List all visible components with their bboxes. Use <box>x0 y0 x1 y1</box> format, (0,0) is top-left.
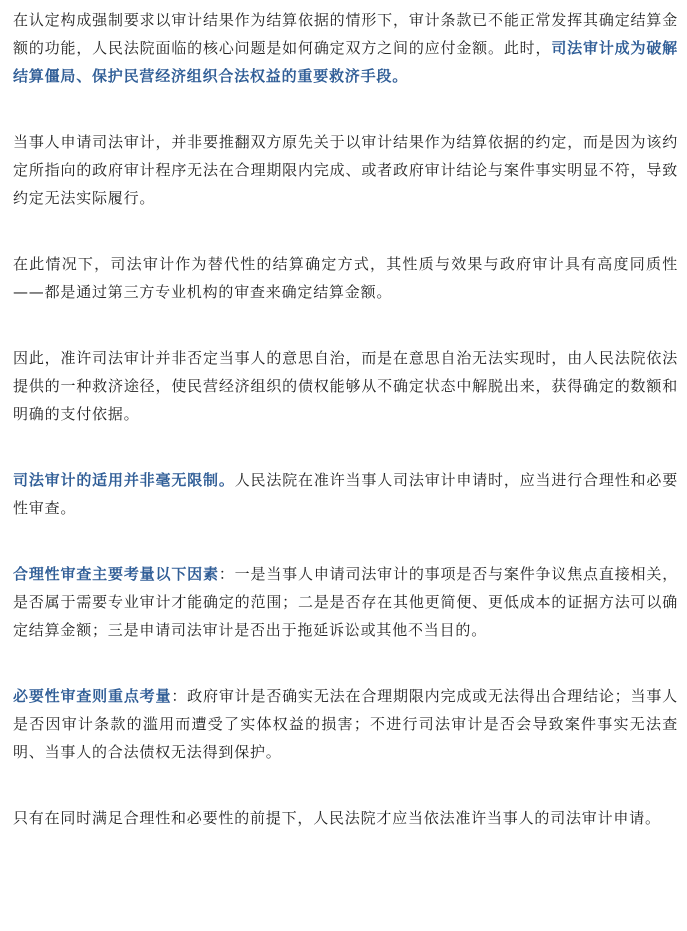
paragraph-lead: 司法审计的适用并非毫无限制。 <box>13 471 235 489</box>
paragraph-8 <box>13 804 678 832</box>
paragraph-text: ：一是当事人申请司法审计的事项是否与案件争议焦点直接相关，是否属于需要专业审计才能确定的范围；二是是否存在其他更简便、更低成本的证据方法可以确定结算金额；三是申请司法审计是否出于拖延诉讼或其他不当目的。 <box>13 565 678 639</box>
article-body <box>13 6 678 832</box>
paragraph-lead: 合理性审查主要考量以下因素 <box>13 565 219 583</box>
paragraph-2 <box>13 128 678 212</box>
paragraph-highlight: 司法审计成为破解结算僵局、保护民营经济组织合法权益的重要救济手段。 <box>13 39 678 85</box>
paragraph-text: 因此，准许司法审计并非否定当事人的意思自治，而是在意思自治无法实现时，由人民法院依法提供的一种救济途径，使民营经济组织的债权能够从不确定状态中解脱出来，获得确定的数额和明确的支付依据。 <box>13 349 678 423</box>
paragraph-text: 在此情况下，司法审计作为替代性的结算确定方式，其性质与效果与政府审计具有高度同质性——都是通过第三方专业机构的审查来确定结算金额。 <box>13 255 678 301</box>
paragraph-3 <box>13 250 678 306</box>
paragraph-text: 只有在同时满足合理性和必要性的前提下，人民法院才应当依法准许当事人的司法审计申请。 <box>13 809 661 827</box>
paragraph-text: ：政府审计是否确实无法在合理期限内完成或无法得出合理结论；当事人是否因审计条款的滥用而遭受了实体权益的损害；不进行司法审计是否会导致案件事实无法查明、当事人的合法债权无法得到保护。 <box>13 687 678 761</box>
paragraph-6 <box>13 560 678 644</box>
paragraph-7 <box>13 682 678 766</box>
paragraph-lead: 必要性审查则重点考量 <box>13 687 172 705</box>
paragraph-text: 人民法院在准许当事人司法审计申请时，应当进行合理性和必要性审查。 <box>13 471 679 517</box>
paragraph-4 <box>13 344 678 428</box>
paragraph-text: 在认定构成强制要求以审计结果作为结算依据的情形下，审计条款已不能正常发挥其确定结算金额的功能，人民法院面临的核心问题是如何确定双方之间的应付金额。此时， <box>13 11 678 57</box>
paragraph-text: 当事人申请司法审计，并非要推翻双方原先关于以审计结果作为结算依据的约定，而是因为该约定所指向的政府审计程序无法在合理期限内完成、或者政府审计结论与案件事实明显不符，导致约定无法实际履行。 <box>13 133 678 207</box>
paragraph-5 <box>13 466 678 522</box>
paragraph-1 <box>13 6 678 90</box>
